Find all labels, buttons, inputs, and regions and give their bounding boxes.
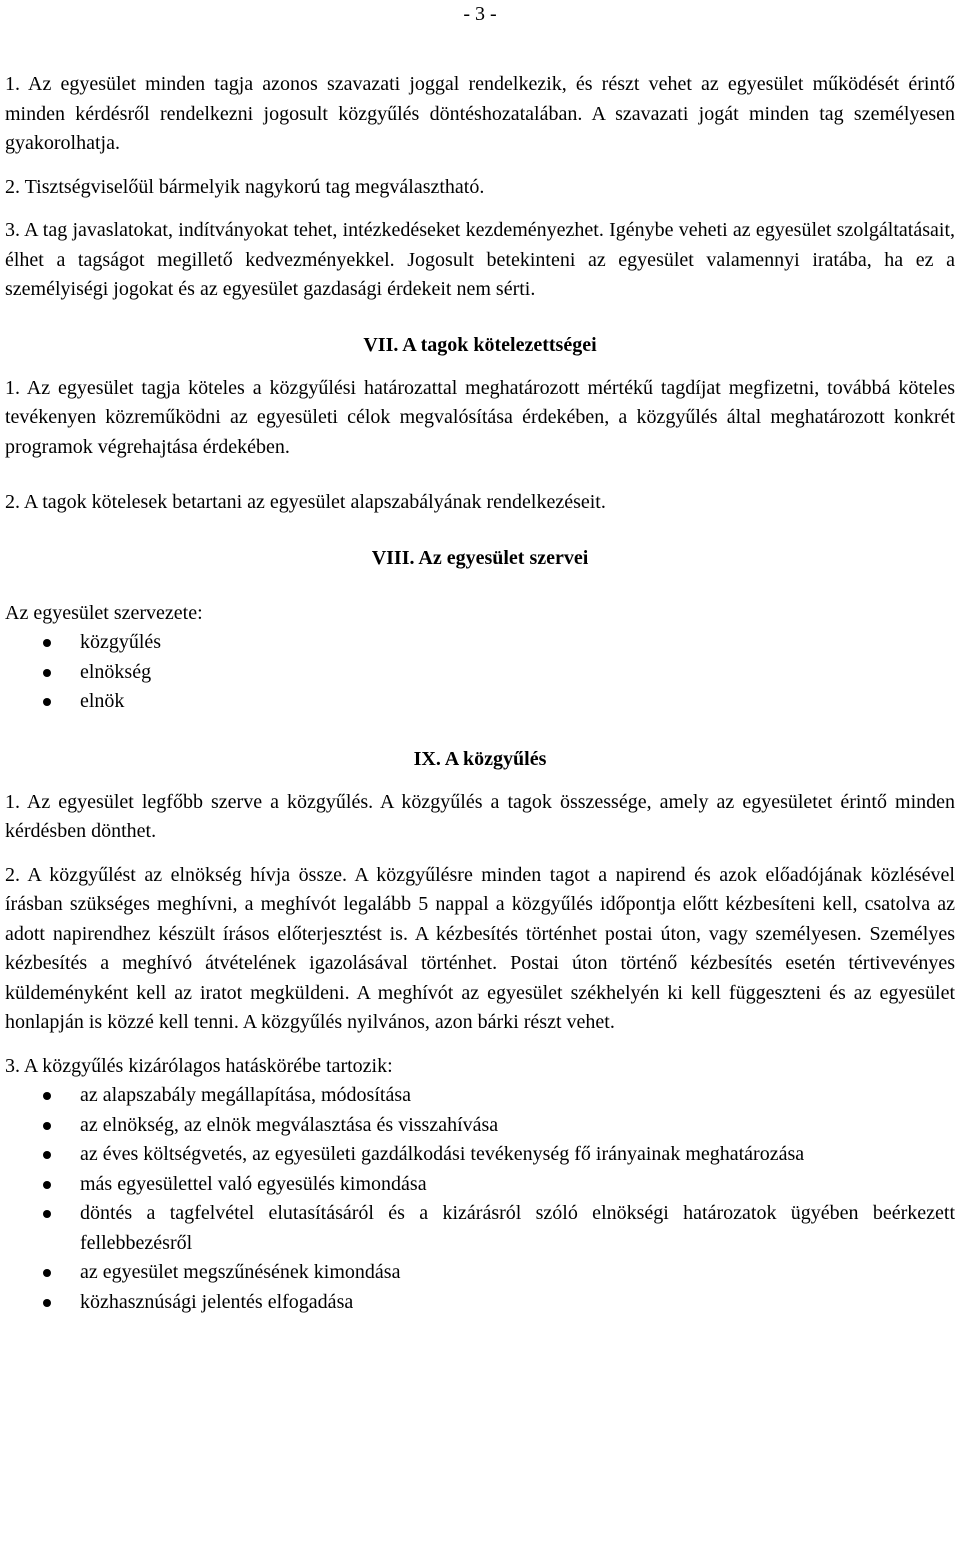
section-heading-general-assembly: IX. A közgyűlés [413,747,547,770]
paragraph-convening: 2. A közgyűlést az elnökség hívja össze. A közgyűlésre minden tagot a napirend és azok előadójának közlésével írásban szükséges meghívni, a meghívót legalább 5 nappal a közgyűlés időpontja előtt kézbesíteni kell, csatolva az adott napirendhez készült írásos előterjesztést is. A kézbesítés történhet postai úton, vagy személyesen. Személyes kézbesítés a meghívó átvételének igazolásával történhet. Postai úton történő kézbesítés esetén tértivevényes küldeményként kell az iratot megküldeni. A meghívót az egyesület székhelyén ki kell függeszteni és az egyesület honlapján is közzé kell tenni. A közgyűlés nyilvános, azon bárki részt vehet. [5,863,955,1033]
page-number-text: - 3 - [463,3,497,25]
paragraph-member-rights: 3. A tag javaslatokat, indítványokat tehet, intézkedéseket kezdeményezhet. Igénybe veheti az egyesület szolgáltatásait, élhet a tagságot megillető kedvezményekkel. Jogosult betekinteni az egyesület valamennyi iratába, ha ez a személyiségi jogokat és az egyesület gazdasági érdekeit nem sérti. [5,219,955,300]
paragraph-bylaws-compliance: 2. A tagok kötelesek betartani az egyesület alapszabályának rendelkezéseit. [5,491,606,513]
list-item: az elnökség, az elnök megválasztása és visszahívása [5,1111,955,1141]
organization-bodies-list [5,628,955,717]
page-number [0,0,960,29]
list-item: az egyesület megszűnésének kimondása [5,1258,955,1288]
exclusive-powers-list [5,1081,955,1317]
list-item: más egyesülettel való egyesülés kimondása [5,1170,955,1200]
list-item: az alapszabály megállapítása, módosítása [5,1081,955,1111]
paragraph-officer-eligibility: 2. Tisztségviselőül bármelyik nagykorú tag megválasztható. [5,175,485,198]
list-item: döntés a tagfelvétel elutasításáról és a kizárásról szóló elnökségi határozatok ügyében beérkezett fellebbezésről [5,1199,955,1258]
list-item: közgyűlés [5,628,955,658]
section-heading-bodies: VIII. Az egyesület szervei [371,546,589,569]
paragraph-supreme-body: 1. Az egyesület legfőbb szerve a közgyűlés. A közgyűlés a tagok összessége, amely az egyesületet érintő minden kérdésben dönthet. [5,790,955,842]
paragraph-exclusive-powers-intro: 3. A közgyűlés kizárólagos hatáskörébe tartozik: [5,1054,393,1077]
document-body [5,70,955,1317]
section-heading-obligations: VII. A tagok kötelezettségei [363,333,597,356]
list-item: közhasznúsági jelentés elfogadása [5,1288,955,1318]
list-item: elnökség [5,658,955,688]
paragraph-membership-voting: 1. Az egyesület minden tagja azonos szavazati joggal rendelkezik, és részt vehet az egyesület működését érintő minden kérdésről rendelkezni jogosult közgyűlés döntéshozatalában. A szavazati jogát minden tag személyesen gyakorolhatja. [5,73,955,154]
list-item: az éves költségvetés, az egyesületi gazdálkodási tevékenység fő irányainak meghatározása [5,1140,955,1170]
paragraph-organization-intro: Az egyesület szervezete: [5,601,203,624]
list-item: elnök [5,687,955,717]
paragraph-membership-fee: 1. Az egyesület tagja köteles a közgyűlési határozattal meghatározott mértékű tagdíjat megfizetni, továbbá köteles tevékenyen közreműködni az egyesületi célok megvalósítása érdekében, a közgyűlés által meghatározott konkrét programok végrehajtása érdekében. [5,376,955,458]
